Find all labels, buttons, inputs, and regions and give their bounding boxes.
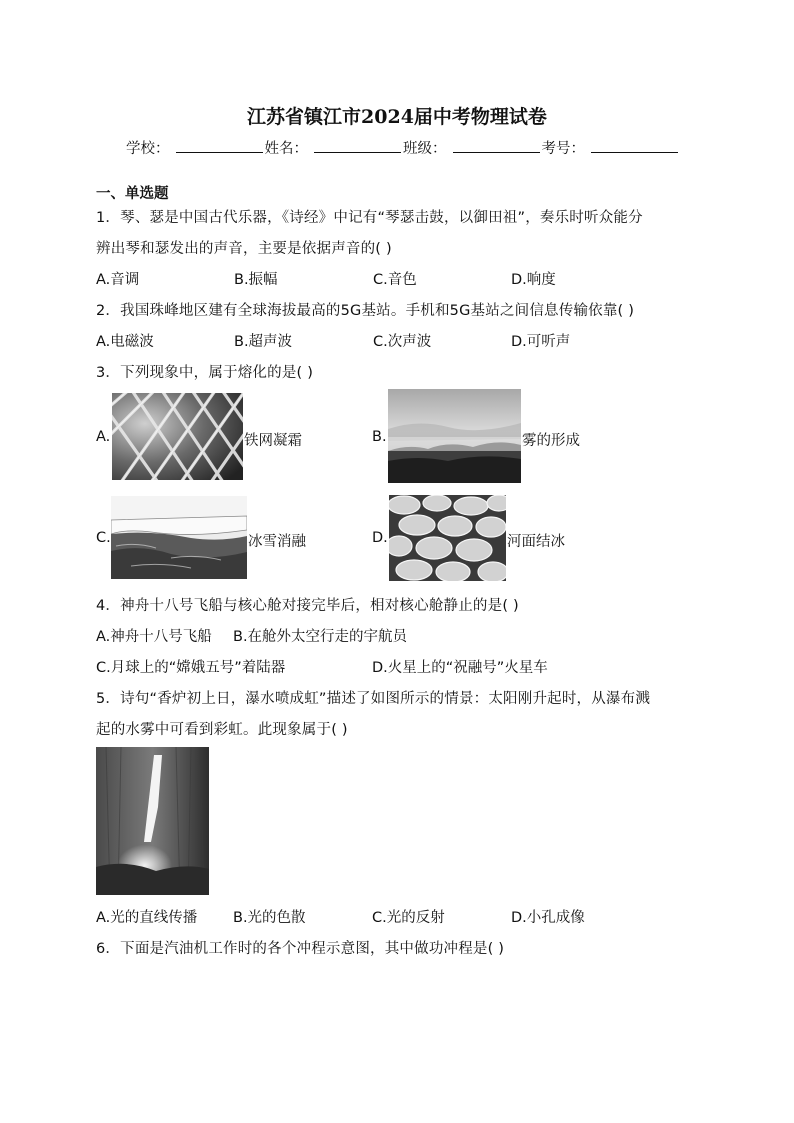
q3-option-d-caption: 河面结冰 <box>507 534 565 550</box>
class-blank[interactable] <box>453 140 540 153</box>
q2-option-c[interactable]: C.次声波 <box>373 334 432 350</box>
q4-option-b[interactable]: B.在舱外太空行走的宇航员 <box>233 629 408 645</box>
q1-option-d[interactable]: D.响度 <box>511 272 556 288</box>
q4-text-line1: 4．神舟十八号飞船与核心舱对接完毕后，相对核心舱静止的是( ) <box>96 598 519 614</box>
q2-option-d[interactable]: D.可听声 <box>511 334 571 350</box>
number-blank[interactable] <box>591 140 678 153</box>
school-blank[interactable] <box>176 140 263 153</box>
q5-option-b[interactable]: B.光的色散 <box>233 910 306 926</box>
section-heading: 一、单选题 <box>96 186 169 202</box>
name-label: 姓名： <box>264 141 308 157</box>
school-label: 学校： <box>126 141 170 157</box>
q4-option-c[interactable]: C.月球上的“嫦娥五号”着陆器 <box>96 660 286 676</box>
fog-photo <box>388 389 521 483</box>
q3-option-c-caption: 冰雪消融 <box>248 534 306 550</box>
q3-text-line1: 3．下列现象中，属于熔化的是( ) <box>96 365 314 381</box>
q5-option-d[interactable]: D.小孔成像 <box>511 910 585 926</box>
q3-option-b-letter[interactable]: B. <box>372 429 387 445</box>
q5-text-line1: 5．诗句“香炉初上日，瀑水喷成虹”描述了如图所示的情景：太阳刚升起时，从瀑布溅 <box>96 691 651 707</box>
q1-option-a[interactable]: A.音调 <box>96 272 140 288</box>
melting-ice-photo <box>111 496 247 579</box>
q1-text-line2: 辨出琴和瑟发出的声音，主要是依据声音的( ) <box>96 241 392 257</box>
q2-text-line1: 2．我国珠峰地区建有全球海拔最高的5G基站。手机和5G基站之间信息传输依靠( ) <box>96 303 635 319</box>
name-blank[interactable] <box>314 140 401 153</box>
waterfall-photo <box>96 747 209 895</box>
q4-option-a[interactable]: A.神舟十八号飞船 <box>96 629 212 645</box>
q5-text-line2: 起的水雾中可看到彩虹。此现象属于( ) <box>96 722 348 738</box>
q4-option-d[interactable]: D.火星上的“祝融号”火星车 <box>372 660 548 676</box>
q6-text-line1: 6．下面是汽油机工作时的各个冲程示意图，其中做功冲程是( ) <box>96 941 505 957</box>
river-ice-photo <box>389 495 506 581</box>
number-label: 考号： <box>541 141 585 157</box>
q5-option-c[interactable]: C.光的反射 <box>372 910 445 926</box>
q3-option-d-letter[interactable]: D. <box>372 530 388 546</box>
q1-option-b[interactable]: B.振幅 <box>234 272 278 288</box>
q3-option-c-letter[interactable]: C. <box>96 530 111 546</box>
q3-option-a-caption: 铁网凝霜 <box>244 433 302 449</box>
page-title: 江苏省镇江市2024届中考物理试卷 <box>247 106 547 128</box>
q1-text-line1: 1．琴、瑟是中国古代乐器，《诗经》中记有“琴瑟击鼓，以御田祖”，奏乐时听众能分 <box>96 210 643 226</box>
q2-option-a[interactable]: A.电磁波 <box>96 334 154 350</box>
q5-option-a[interactable]: A.光的直线传播 <box>96 910 198 926</box>
q3-option-a-letter[interactable]: A. <box>96 429 111 445</box>
q2-option-b[interactable]: B.超声波 <box>234 334 293 350</box>
frost-fence-photo <box>112 393 243 480</box>
class-label: 班级： <box>403 141 447 157</box>
q1-option-c[interactable]: C.音色 <box>373 272 417 288</box>
q3-option-b-caption: 雾的形成 <box>522 433 580 449</box>
student-info-row <box>126 137 680 158</box>
